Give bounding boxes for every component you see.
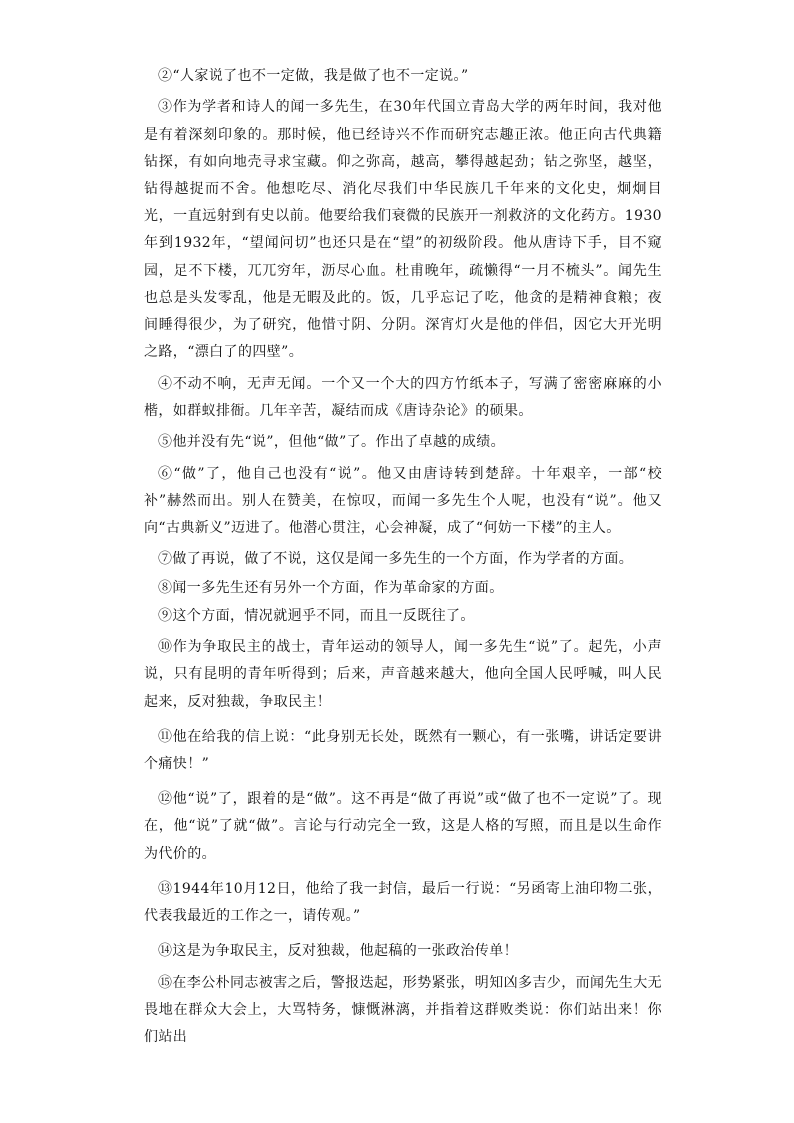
paragraph-4: ④不动不响，无声无闻。一个又一个大的四方竹纸本子，写满了密密麻麻的小楷，如群蚁排衙。几年辛苦，凝结而成《唐诗杂论》的硕果。 — [144, 375, 662, 419]
paragraph-8: ⑧闻一多先生还有另外一个方面，作为革命家的方面。 — [158, 579, 504, 596]
paragraph-7: ⑦做了再说，做了不说，这仅是闻一多先生的一个方面，作为学者的方面。 — [158, 551, 634, 568]
paragraph-6: ⑥“做”了，他自己也没有“说”。他又由唐诗转到楚辞。十年艰辛，一部“校补”赫然而出。别人在赞美，在惊叹，而闻一多先生个人呢，也没有“说”。他又向“古典新义”迈进了。他潜心贯注，心会神凝，成了“何妨一下楼”的主人。 — [144, 465, 662, 536]
paragraph-11: ⑪他在给我的信上说：“此身别无长处，既然有一颗心，有一张嘴，讲话定要讲个痛快！” — [144, 728, 662, 772]
paragraph-10: ⑩作为争取民主的战士，青年运动的领导人，闻一多先生“说”了。起先，小声说，只有昆明的青年听得到；后来，声音越来越大，他向全国人民呼喊，叫人民起来，反对独裁，争取民主！ — [144, 639, 662, 710]
article-body — [144, 63, 662, 1055]
paragraph-15: ⑮在李公朴同志被害之后，警报迭起，形势紧张，明知凶多吉少，而闻先生大无畏地在群众大会上，大骂特务，慷慨淋漓，并指着这群败类说：你们站出来！你们站出 — [144, 974, 662, 1046]
paragraph-5: ⑤他并没有先“说”，但他“做”了。作出了卓越的成绩。 — [158, 434, 506, 451]
paragraph-3: ③作为学者和诗人的闻一多先生，在30年代国立青岛大学的两年时间，我对他是有着深刻印象的。那时候，他已经诗兴不作而研究志趣正浓。他正向古代典籍钻探，有如向地壳寻求宝藏。仰之弥高，越高，攀得越起劲；钻之弥坚，越坚，钻得越捉而不舍。他想吃尽、消化尽我们中华民族几千年来的文化史，炯炯目光，一直远射到有史以前。他要给我们衰微的民族开一剂救济的文化药方。1930年到1932年，“望闻问切”也还只是在“望”的初级阶段。他从唐诗下手，目不窥园，足不下楼，兀兀穷年，沥尽心血。杜甫晚年，疏懒得“一月不梳头”。闻先生也总是头发零乱，他是无暇及此的。饭，几乎忘记了吃，他贪的是精神食粮；夜间睡得很少，为了研究，他惜寸阴、分阴。深宵灯火是他的伴侣，因它大开光明之路，“漂白了的四壁”。 — [144, 99, 662, 361]
paragraph-2: ②“人家说了也不一定做，我是做了也不一定说。” — [158, 68, 469, 84]
paragraph-13: ⑬1944年10月12日，他给了我一封信，最后一行说：“另函寄上油印物二张，代表我最近的工作之一，请传观。” — [144, 880, 662, 925]
paragraph-14: ⑭这是为争取民主，反对独裁，他起稿的一张政治传单！ — [158, 943, 518, 960]
paragraph-9: ⑨这个方面，情况就迥乎不同，而且一反既往了。 — [158, 607, 475, 624]
paragraph-12: ⑫他“说”了，跟着的是“做”。这不再是“做了再说”或“做了也不一定说”了。现在，他“说”了就“做”。言论与行动完全一致，这是人格的写照，而且是以生命作为代价的。 — [144, 791, 662, 862]
